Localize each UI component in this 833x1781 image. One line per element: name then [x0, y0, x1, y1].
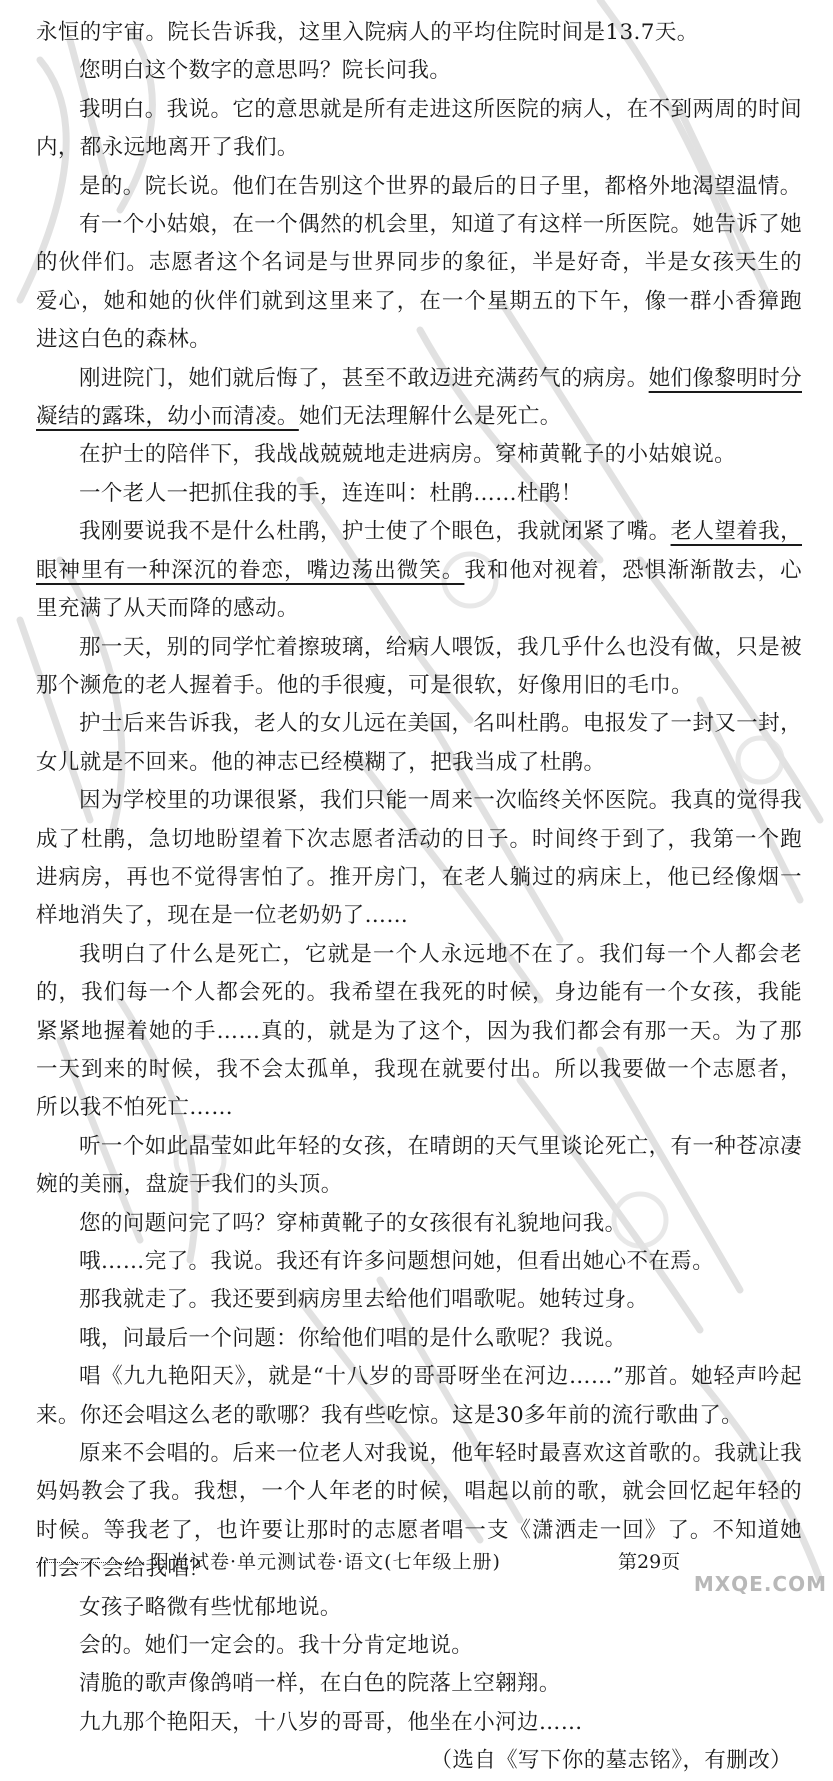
- paragraph: 那我就走了。我还要到病房里去给他们唱歌呢。她转过身。: [79, 1287, 649, 1313]
- paragraph: 是的。院长说。他们在告别这个世界的最后的日子里，都格外地渴望温情。: [79, 173, 802, 199]
- footer-dotted-rule: [36, 1562, 144, 1563]
- paragraph: 哦，问最后一个问题：你给他们唱的是什么歌呢？我说。: [79, 1325, 627, 1351]
- source-citation: （选自《写下你的墓志铭》，有删改）: [430, 1748, 792, 1774]
- paragraph: 我明白了什么是死亡，它就是一个人永远地不在了。我们每一个人都会老的，我们每一个人都会死的。我希望在我死的时候，身边能有一个女孩，我能紧紧地握着她的手……真的，就是为了这个，因为我们都会有那一天。为了那一天到来的时候，我不会太孤单，我现在就要付出。所以我要做一个志愿者，所以我不怕死亡……: [36, 941, 802, 1121]
- paragraph-with-underline: [36, 513, 802, 628]
- paragraph: 听一个如此晶莹如此年轻的女孩，在晴朗的天气里谈论死亡，有一种苍凉凄婉的美丽，盘旋于我们的头顶。: [36, 1133, 802, 1198]
- paragraph: 清脆的歌声像鸽哨一样，在白色的院落上空翱翔。: [79, 1671, 561, 1697]
- underlined-sentence: 老人望着我，眼神里有一种深沉的眷恋，嘴边荡出微笑。: [36, 519, 802, 583]
- paragraph: 您明白这个数字的意思吗？院长问我。: [79, 58, 452, 84]
- paragraph: 哦……完了。我说。我还有许多问题想问她，但看出她心不在焉。: [79, 1249, 715, 1274]
- paragraph: 会的。她们一定会的。我十分肯定地说。: [79, 1633, 474, 1659]
- paragraph: 那一天，别的同学忙着擦玻璃，给病人喂饭，我几乎什么也没有做，只是被那个濒危的老人握着手。他的手很瘦，可是很软，好像用旧的毛巾。: [36, 634, 802, 698]
- story-text: [36, 14, 802, 1781]
- page-number: 第29页: [618, 1551, 681, 1573]
- paragraph: 唱《九九艳阳天》，就是“十八岁的哥哥呀坐在河边……”那首。她轻声吟起来。你还会唱这么老的歌哪？我有些吃惊。这是30多年前的流行歌曲了。: [36, 1364, 802, 1428]
- paragraph: 永恒的宇宙。院长告诉我，这里入院病人的平均住院时间是13.7天。: [36, 20, 699, 45]
- paragraph: 九九那个艳阳天，十八岁的哥哥，他坐在小河边……: [79, 1709, 583, 1735]
- text-run: 我刚要说我不是什么杜鹃，护士使了个眼色，我就闭紧了嘴。: [79, 519, 671, 545]
- paragraph: 一个老人一把抓住我的手，连连叫：杜鹃……杜鹃！: [79, 480, 583, 506]
- footer-title: 阳光试卷·单元测试卷·语文(七年级上册): [150, 1551, 501, 1573]
- text-run: 我和他对视着，恐惧渐渐散去，心里充满了从天而降的感动。: [36, 557, 802, 622]
- text-run: 刚进院门，她们就后悔了，甚至不敢迈进充满药气的病房。: [79, 365, 649, 391]
- paragraph: 原来不会唱的。后来一位老人对我说，他年轻时最喜欢这首歌的。我就让我妈妈教会了我。我想，一个人年老的时候，唱起以前的歌，就会回忆起年轻的时候。等我老了，也许要让那时的志愿者唱一支《潇洒走一回》了。不知道她们会不会给我唱？: [36, 1441, 802, 1582]
- underlined-sentence: 她们像黎明时分凝结的露珠，幼小而清凌。: [36, 365, 802, 430]
- text-run: 她们无法理解什么是死亡。: [298, 404, 562, 430]
- paragraph: 在护士的陪伴下，我战战兢兢地走进病房。穿柿黄靴子的小姑娘说。: [79, 442, 737, 468]
- paragraph: 因为学校里的功课很紧，我们只能一周来一次临终关怀医院。我真的觉得我成了杜鹃，急切地盼望着下次志愿者活动的日子。时间终于到了，我第一个跑进病房，再也不觉得害怕了。推开房门，在老人躺过的病床上，他已经像烟一样地消失了，现在是一位老奶奶了……: [36, 788, 802, 929]
- paragraph: 有一个小姑娘，在一个偶然的机会里，知道了有这样一所医院。她告诉了她的伙伴们。志愿者这个名词是与世界同步的象征，半是好奇，半是女孩天生的爱心，她和她的伙伴们就到这里来了，在一个星期五的下午，像一群小香獐跑进这白色的森林。: [36, 212, 802, 353]
- paragraph: 护士后来告诉我，老人的女儿远在美国，名叫杜鹃。电报发了一封又一封，女儿就是不回来。他的神志已经模糊了，把我当成了杜鹃。: [36, 711, 802, 775]
- paragraph: 女孩子略微有些忧郁地说。: [79, 1594, 342, 1620]
- site-watermark: MXQE.COM: [693, 1572, 827, 1596]
- paragraph-with-underline: [36, 360, 802, 437]
- paragraph: 我明白。我说。它的意思就是所有走进这所医院的病人，在不到两周的时间内，都永远地离开了我们。: [36, 96, 802, 161]
- paragraph: 您的问题问完了吗？穿柿黄靴子的女孩很有礼貌地问我。: [79, 1210, 627, 1236]
